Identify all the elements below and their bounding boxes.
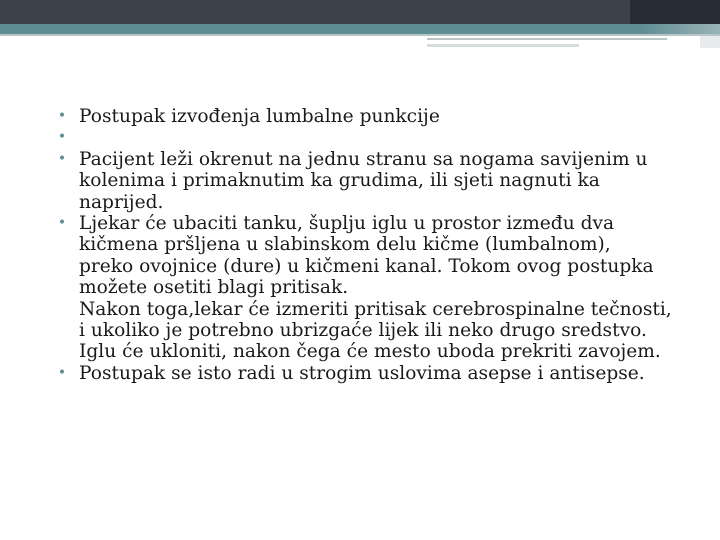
header-rule-shorter (427, 44, 579, 47)
bullet-text-line: i ukoliko je potrebno ubrizgaće lijek ili neko drugo sredstvo. (79, 320, 647, 342)
bullet-text-line: Pacijent leži okrenut na jednu stranu sa nogama savijenim u (79, 148, 648, 170)
bullet-marker: • (57, 129, 67, 146)
bullet-marker: • (57, 108, 67, 124)
header-dark-bar (0, 0, 720, 24)
bullet-marker: • (57, 215, 67, 232)
bullet-text-line: kičmena pršljena u slabinskom delu kičme (lumbalnom), (79, 234, 611, 256)
bullet-text-line: možete osetiti blagi pritisak. (79, 277, 349, 299)
bullet-marker: • (57, 150, 67, 167)
header-teal-bar (0, 24, 720, 34)
bullet-text-line: Iglu će ukloniti, nakon čega će mesto uboda prekriti zavojem. (79, 341, 661, 363)
slide-body (56, 106, 696, 384)
bullet-text-line: Postupak izvođenja lumbalne punkcije (79, 106, 440, 127)
header-rule-short (427, 38, 667, 40)
bullet-text-line: Postupak se isto radi u strogim uslovima asepse i antisepse. (79, 362, 645, 384)
bullet-text-line: kolenima i primaknutim ka grudima, ili sjeti nagnuti ka (79, 170, 600, 192)
bullet-item (56, 106, 696, 127)
header-corner-block (700, 36, 720, 48)
bullet-text-line: preko ovojnice (dure) u kičmeni kanal. Tokom ovog postupka (79, 255, 654, 277)
header-dark-bar-accent (630, 0, 720, 24)
bullet-item (56, 213, 696, 363)
bullet-marker: • (57, 364, 67, 381)
bullet-text-line: Nakon toga,lekar će izmeriti pritisak cerebrospinalne tečnosti, (79, 298, 672, 320)
header-teal-bar-fade (640, 24, 720, 34)
bullet-item (56, 363, 696, 384)
bullet-text-line: naprijed. (79, 191, 164, 213)
bullet-text-line (79, 127, 696, 148)
header-rule (0, 34, 720, 36)
bullet-item (56, 127, 696, 148)
bullet-list (56, 106, 696, 384)
bullet-item (56, 149, 696, 213)
bullet-text-line: Ljekar će ubaciti tanku, šuplju iglu u prostor između dva (79, 213, 615, 235)
